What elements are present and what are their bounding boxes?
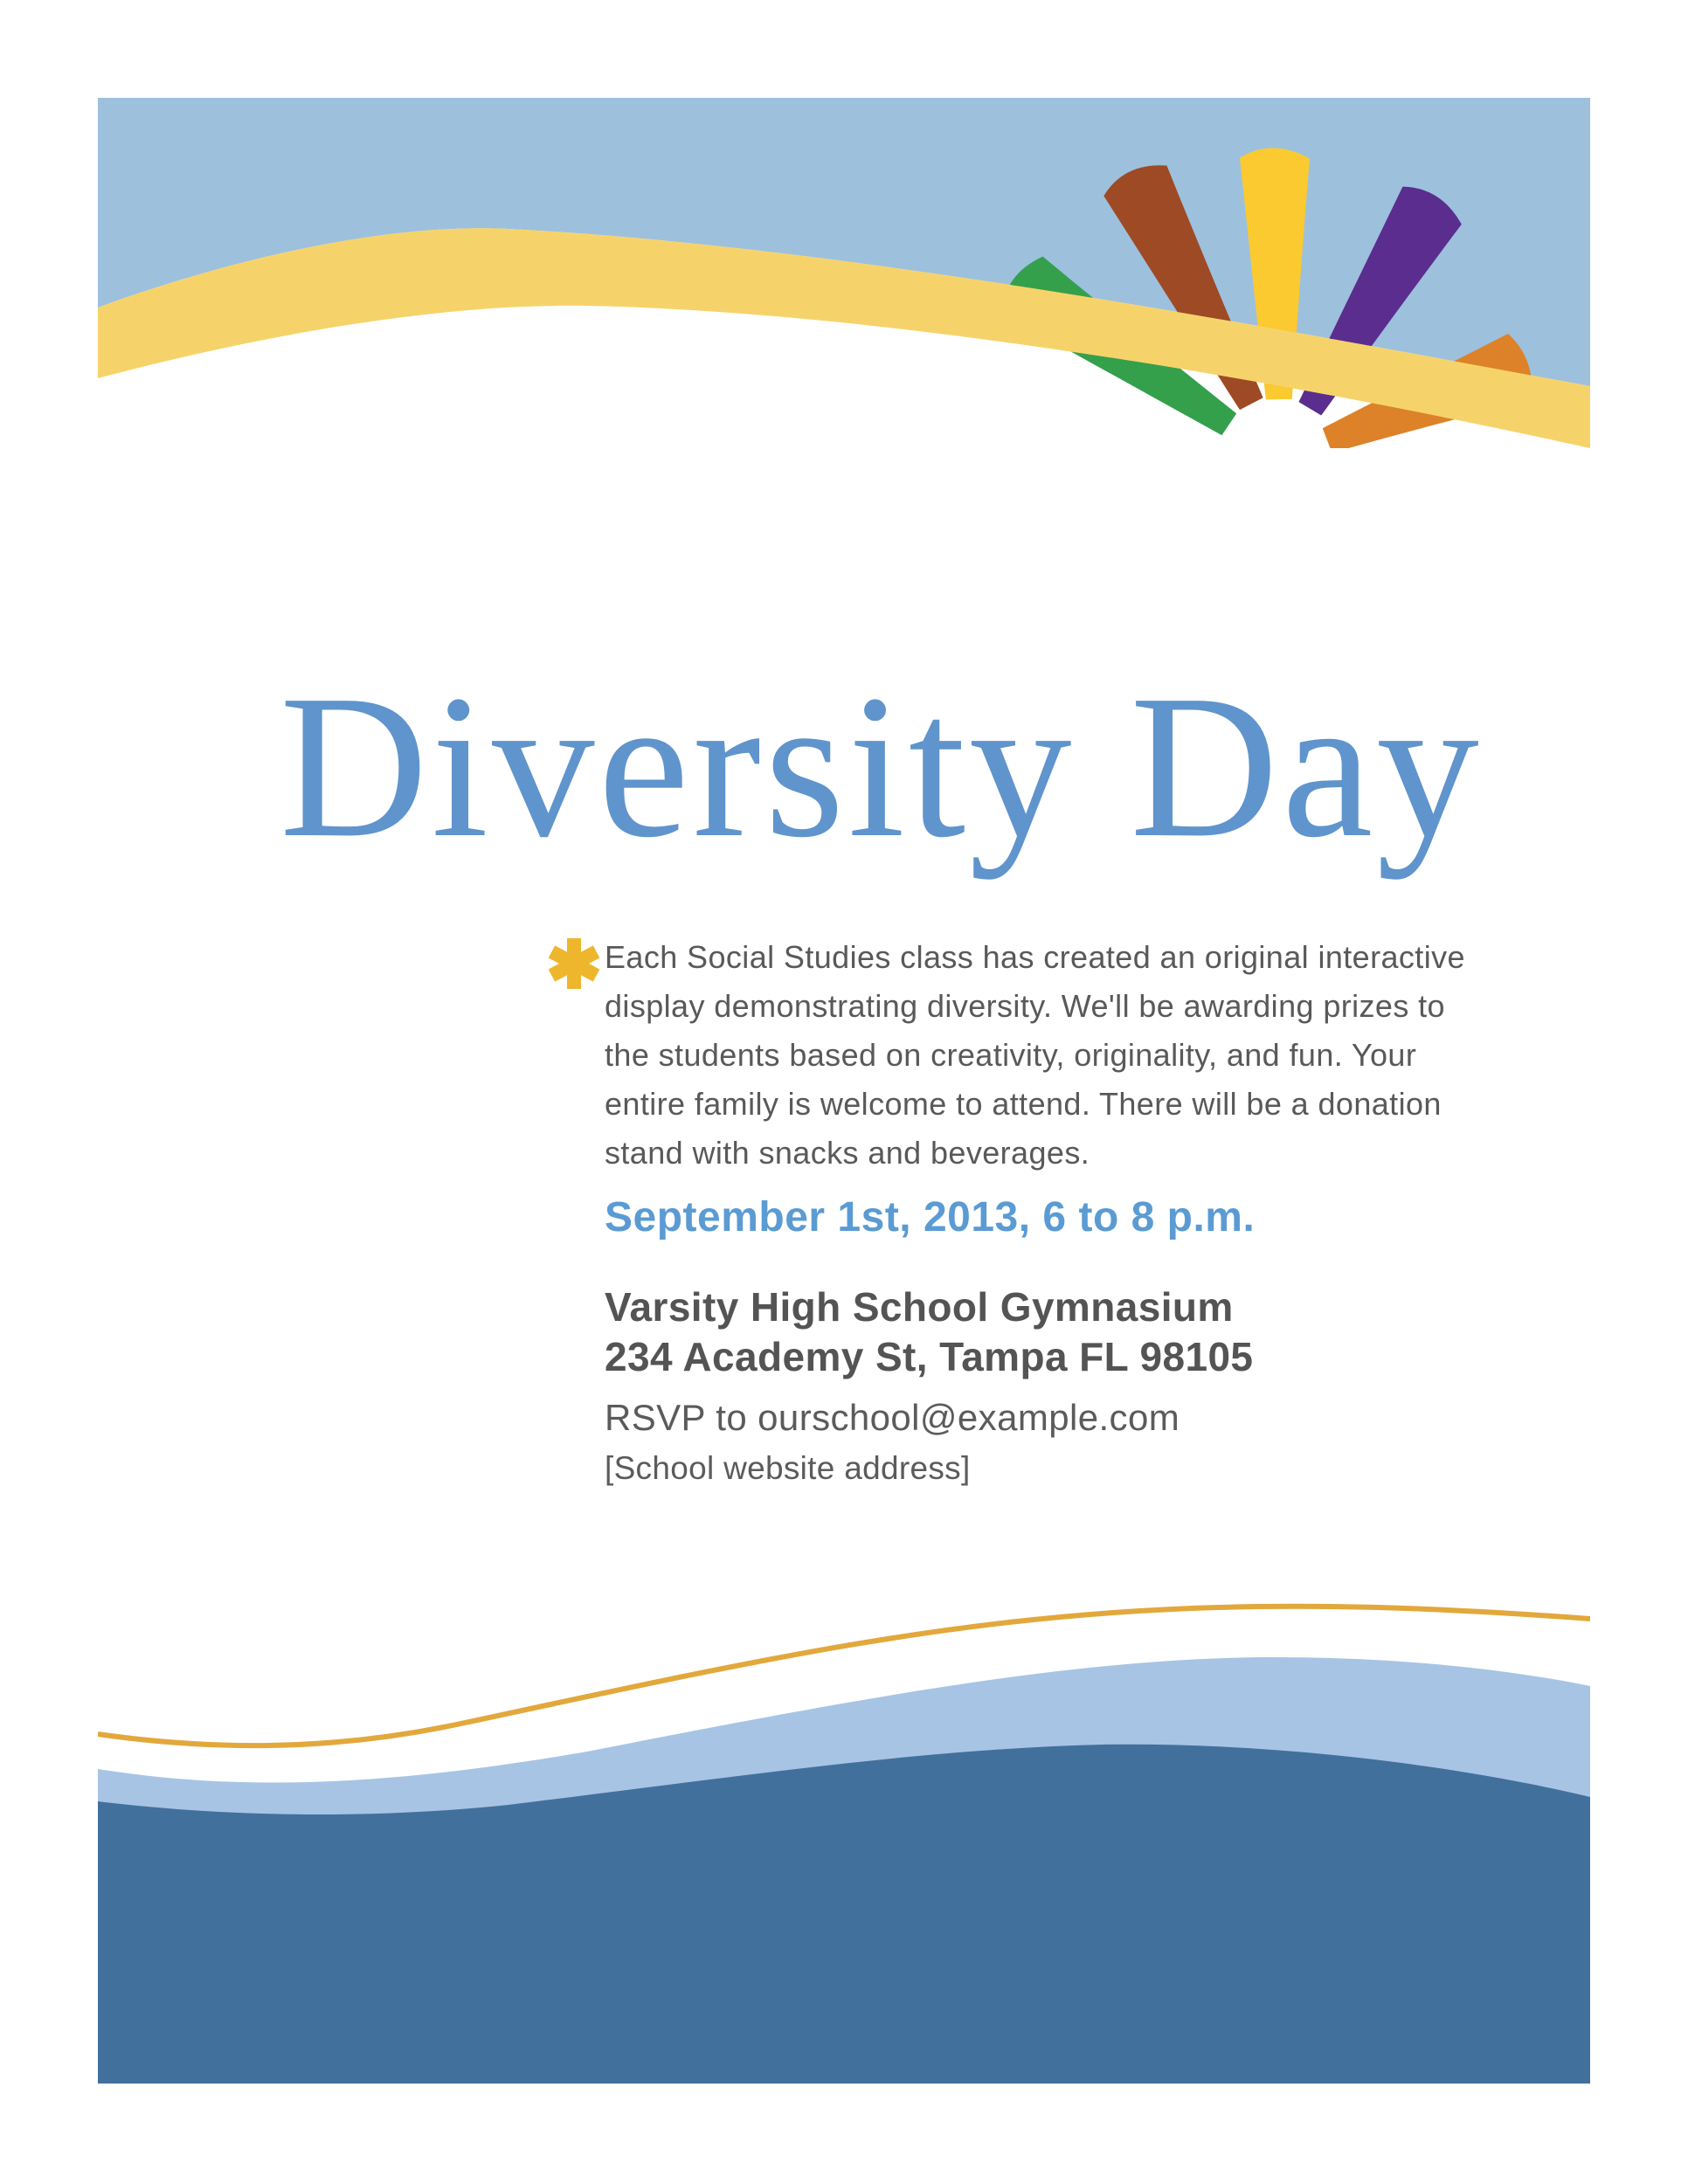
venue-name: Varsity High School Gymnasium xyxy=(605,1284,1234,1330)
website-placeholder: [School website address] xyxy=(605,1450,971,1486)
page-title: Diversity Day xyxy=(280,653,1483,880)
intro-line: display demonstrating diversity. We'll be awarding prizes to xyxy=(605,988,1445,1024)
intro-line: stand with snacks and beverages. xyxy=(605,1135,1090,1171)
top-wave-decoration xyxy=(98,98,1590,448)
venue-address: 234 Academy St, Tampa FL 98105 xyxy=(605,1334,1254,1379)
intro-paragraph xyxy=(605,933,1465,1178)
rsvp-line: RSVP to ourschool@example.com xyxy=(605,1397,1180,1438)
intro-line: entire family is welcome to attend. There will be a donation xyxy=(605,1086,1442,1122)
intro-line: Each Social Studies class has created an original interactive xyxy=(605,939,1465,975)
event-venue xyxy=(605,1282,1253,1382)
asterisk-icon xyxy=(547,936,601,991)
intro-line: the students based on creativity, originality, and fun. Your xyxy=(605,1037,1417,1073)
bottom-wave-decoration xyxy=(98,1572,1590,2084)
event-datetime: September 1st, 2013, 6 to 8 p.m. xyxy=(605,1194,1256,1241)
